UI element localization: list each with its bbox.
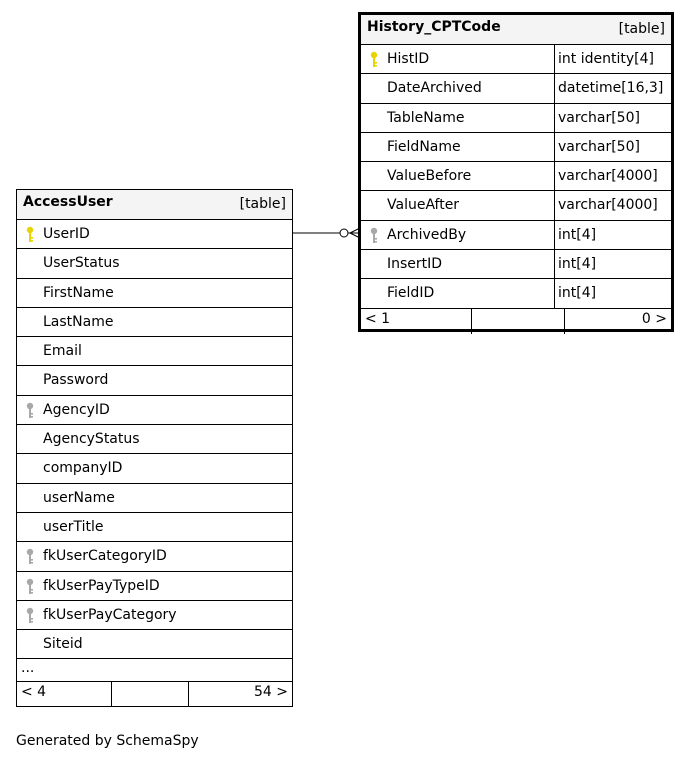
column-row[interactable] [361, 250, 671, 279]
column-row[interactable] [361, 162, 671, 191]
column-row[interactable] [17, 308, 292, 337]
column-row[interactable] [17, 572, 292, 601]
column-type: varchar[4000] [558, 197, 658, 214]
table-header [17, 190, 292, 220]
table-kind: [table] [618, 21, 665, 37]
parent-count: < 4 [21, 684, 47, 701]
column-name: InsertID [387, 256, 443, 273]
more-columns: ... [17, 659, 292, 682]
foreign-key-icon [25, 578, 35, 595]
table-name: AccessUser [23, 194, 113, 210]
column-row[interactable] [17, 425, 292, 454]
column-name: LastName [43, 313, 114, 330]
column-name: fkUserCategoryID [43, 548, 167, 565]
column-name: UserStatus [43, 255, 120, 272]
column-row[interactable] [17, 601, 292, 630]
column-name: Password [43, 372, 109, 389]
column-row[interactable] [361, 221, 671, 250]
column-type: datetime[16,3] [558, 80, 664, 97]
primary-key-icon [25, 226, 35, 243]
column-type: int identity[4] [558, 51, 654, 67]
column-name: FieldName [387, 138, 461, 155]
column-row[interactable] [17, 220, 292, 249]
column-name: Siteid [43, 636, 83, 653]
column-type: int[4] [558, 285, 597, 302]
column-name: HistID [387, 51, 430, 67]
parent-count: < 1 [365, 310, 391, 327]
column-row[interactable] [17, 337, 292, 366]
table-history-cptcode[interactable] [358, 12, 674, 332]
column-row[interactable] [17, 630, 292, 659]
column-row[interactable] [361, 74, 671, 103]
column-name: AgencyID [43, 401, 110, 418]
column-name: FirstName [43, 284, 114, 301]
foreign-key-icon [25, 548, 35, 565]
column-name: TableName [387, 109, 465, 126]
column-name: Email [43, 343, 82, 360]
column-name: UserID [43, 226, 90, 242]
column-type: int[4] [558, 226, 597, 243]
column-name: userTitle [43, 518, 104, 535]
table-accessuser[interactable] [16, 189, 293, 707]
column-row[interactable] [17, 484, 292, 513]
column-type: int[4] [558, 256, 597, 273]
column-type: varchar[50] [558, 138, 640, 155]
foreign-key-icon [369, 227, 379, 244]
child-count: 0 > [641, 310, 667, 327]
column-row[interactable] [361, 133, 671, 162]
column-row[interactable] [17, 279, 292, 308]
column-row[interactable] [17, 366, 292, 395]
column-name: DateArchived [387, 80, 482, 97]
column-row[interactable] [361, 191, 671, 220]
table-footer [17, 682, 292, 706]
column-name: ArchivedBy [387, 226, 467, 243]
column-row[interactable] [361, 279, 671, 308]
column-name: AgencyStatus [43, 431, 140, 448]
child-count: 54 > [254, 684, 288, 701]
table-kind: [table] [239, 196, 286, 212]
column-row[interactable] [17, 396, 292, 425]
column-type: varchar[4000] [558, 168, 658, 185]
column-name: companyID [43, 460, 123, 477]
column-name: FieldID [387, 285, 435, 302]
column-row[interactable] [17, 454, 292, 483]
column-name: fkUserPayCategory [43, 606, 177, 623]
column-row[interactable] [361, 104, 671, 133]
column-name: ValueAfter [387, 197, 460, 214]
table-footer [361, 309, 671, 334]
table-name: History_CPTCode [367, 19, 501, 35]
column-name: fkUserPayTypeID [43, 577, 160, 594]
column-row[interactable] [17, 542, 292, 571]
table-header [361, 15, 671, 45]
column-type: varchar[50] [558, 109, 640, 126]
column-row[interactable] [361, 45, 671, 74]
foreign-key-icon [25, 607, 35, 624]
foreign-key-icon [25, 402, 35, 419]
generated-by-text: Generated by SchemaSpy [16, 733, 199, 749]
column-name: userName [43, 489, 115, 506]
column-row[interactable] [17, 249, 292, 278]
column-name: ValueBefore [387, 168, 472, 185]
column-row[interactable] [17, 513, 292, 542]
primary-key-icon [369, 51, 379, 68]
